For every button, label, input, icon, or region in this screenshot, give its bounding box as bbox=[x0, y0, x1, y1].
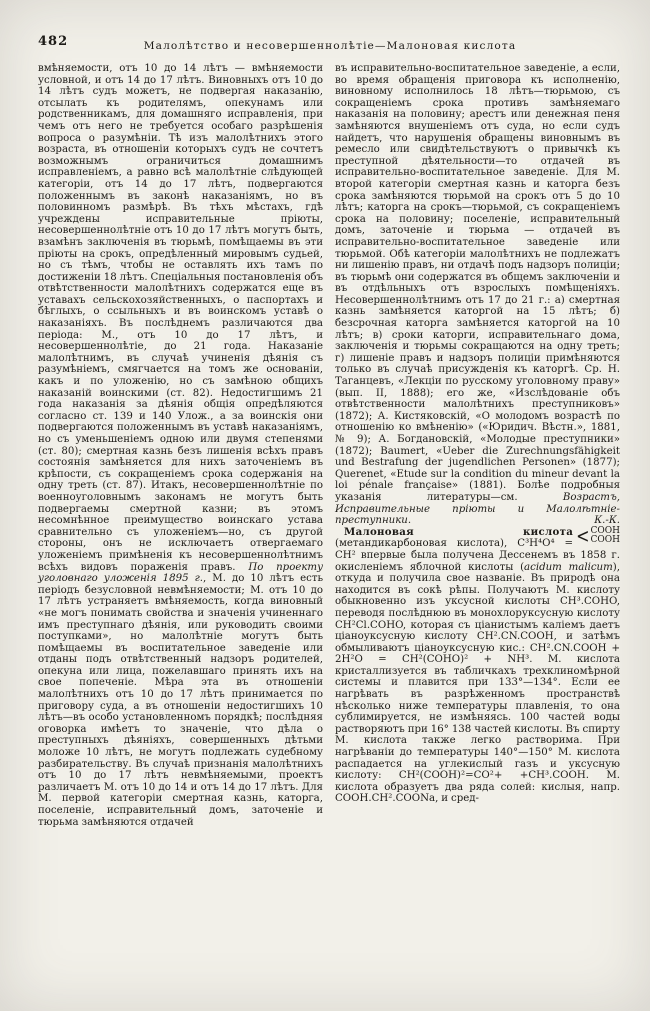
formula-bottom: COOH bbox=[590, 535, 620, 546]
right-column-continuation-text: въ исправительно-воспитательное заведеніе, а если, во время обращенія приговора къ исполненію, виновному исполнилось 18 лѣтъ—тюрьмою, съ сокращеніемъ срока противъ замѣняемаго наказанія на половину; арестъ или денежная пеня замѣняются внушеніемъ отъ суда, но если судъ найдетъ, что нарушенія обращены виновнымъ въ ремесло или свидѣтельствуютъ о привычкѣ къ преступной дѣятельности—то отдачей въ исправительно-воспитательное заведеніе. Для М. второй категоріи смертная казнь и каторга безъ срока замѣняются тюрьмой на срокъ отъ 5 до 10 лѣтъ; каторга на срокъ—тюрьмой, съ сокращеніемъ срока на половину; поселеніе, исправительный домъ, заточеніе и тюрьма — отдачей въ исправительно-воспитательное заведеніе или тюрьмой. Обѣ категоріи малолѣтнихъ не подлежатъ ни лишенію правъ, ни отдачѣ подъ надзоръ полиціи; въ тюрьмѣ они содержатся въ общемъ заключеніи и въ отдѣльныхъ отъ взрослыхъ помѣщеніяхъ. Несовершеннолѣтнимъ отъ 17 до 21 г.: а) смертная казнь замѣняется каторгой на 15 лѣтъ; б) безсрочная каторга замѣняется каторгой на 10 лѣтъ; в) сроки каторги, исправительнаго дома, заключенія и тюрьмы сокращаются на одну треть; г) лишеніе правъ и надзоръ полиціи примѣняются только въ случаѣ присужденія къ каторгѣ. Ср. Н. Таганцевъ, «Лекціи по русскому уголовному праву» (вып. II, 1888); его же, «Изслѣдованіе объ отвѣтственности малолѣтнихъ преступниковъ» (1872); А. Кистяковскій, «О молодомъ возрастѣ по отношенію ко вмѣненію» («Юридич. Вѣстн.», 1881, № 9); А. Богдановскій, «Молодые преступники» (1872); Baumert, «Ueber die Zurechnungsfähigkeit und Bestrafung der jugendlichen Personen» (1877); Querenet, «Etude sur la condition du mineur devant la loi pénale française» (1881). Болѣе подробныя указанія литературы—см. Возрастъ, Исправительные пріюты и Малолѣтніе-преступники. bbox=[335, 63, 620, 527]
page-number: 482 bbox=[38, 34, 69, 49]
entry-intro: (метандикарбоновая кислота), C³H⁴O⁴ = CH² bbox=[335, 538, 574, 561]
entry-malonic-acid bbox=[335, 523, 620, 805]
formula-brace: < bbox=[576, 523, 590, 548]
running-header: Малолѣтство и несовершеннолѣтіе—Малоновая кислота bbox=[143, 40, 517, 52]
page-header bbox=[38, 34, 622, 50]
formula-top: COOH bbox=[590, 525, 620, 536]
two-column-text-block bbox=[38, 63, 622, 828]
left-column bbox=[38, 63, 323, 828]
author-initials: К.-К. bbox=[594, 515, 620, 527]
formula-cooh-stack bbox=[591, 527, 621, 546]
left-column-text: вмѣняемости, отъ 10 до 14 лѣтъ — вмѣняемости условной, и отъ 14 до 17 лѣтъ. Виновныхъ отъ 10 до 14 лѣтъ судъ можетъ, не подвергая наказанію, отсылать къ родителямъ, опекунамъ или родственникамъ, для домашняго исправленія, при чемъ отъ него не требуется особаго разрѣшенія вопроса о разумѣніи. Тѣ изъ малолѣтнихъ этого возраста, въ отношеніи которыхъ судъ не сочтетъ возможнымъ ограничиться домашнимъ исправленіемъ, а равно всѣ малолѣтніе слѣдующей категоріи, отъ 14 до 17 лѣтъ, подвергаются положеннымъ въ законѣ наказаніямъ, но въ половинномъ размѣрѣ. Въ тѣхъ мѣстахъ, гдѣ учреждены исправительные пріюты, несовершеннолѣтніе отъ 10 до 17 лѣтъ могутъ быть, взамѣнъ заключенія въ тюрьмѣ, помѣщаемы въ эти пріюты на срокъ, опредѣленный мировымъ судьей, но съ тѣмъ, чтобы не оставлять ихъ тамъ по достиженіи 18 лѣтъ. Спеціальныя постановленія объ отвѣтственности малолѣтнихъ содержатся еще въ уставахъ сельскохозяйственныхъ, о паспортахъ и бѣглыхъ, о ссыльныхъ и въ воинскомъ уставѣ о наказаніяхъ. Въ послѣднемъ различаются два періода: М., отъ 10 до 17 лѣтъ, и несовершеннолѣтіе, до 21 года. Наказаніе малолѣтнимъ, въ случаѣ учиненія дѣянія съ разумѣніемъ, смягчается на томъ же основаніи, какъ и по уложенію, но съ замѣною общихъ наказаній воинскими (ст. 82). Недостигшимъ 21 года наказанія за дѣянія общія опредѣляются согласно ст. 139 и 140 Улож., а за воинскія они подвергаются положеннымъ въ уставѣ наказаніямъ, но съ уменьшеніемъ одною или двумя степенями (ст. 80); смертная казнь безъ лишенія всѣхъ правъ состоянія замѣняется для нихъ заточеніемъ въ крѣпости, съ сокращеніемъ срока содержанія на одну треть (ст. 87). Итакъ, несовершеннолѣтніе по военноуголовнымъ законамъ не могутъ быть подвергаемы смертной казни; въ этомъ несомнѣнное преимущество воинскаго устава сравнительно съ уложеніемъ—но, съ другой стороны, онъ не исключаетъ отвергаемаго уложеніемъ примѣненія къ несовершеннолѣтнимъ всѣхъ видовъ пораженія правъ. По проекту уголовнаго уложенія 1895 г., М. до 10 лѣтъ есть періодъ безусловной невмѣняемости; М. отъ 10 до 17 лѣтъ устраняетъ вмѣняемость, когда виновный «не могъ понимать свойства и значенія учиненнаго имъ преступнаго дѣянія, или руководить своими поступками», но малолѣтніе могутъ быть помѣщаемы въ воспитательное заведеніе или отданы подъ отвѣтственный надзоръ родителей, опекуна или лица, пожелавшаго принять ихъ на свое попеченіе. Мѣра эта въ отношеніи малолѣтнихъ отъ 10 до 17 лѣтъ принимается по приговору суда, а въ отношеніи недостигшихъ 10 лѣтъ—въ особо установленномъ порядкѣ; послѣдняя оговорка имѣетъ то значеніе, что дѣла о преступныхъ дѣяніяхъ, совершенныхъ дѣтьми моложе 10 лѣтъ, не могутъ подлежать судебному разбирательству. Въ случаѣ признанія малолѣтнихъ отъ 10 до 17 лѣтъ невмѣняемыми, проектъ различаетъ М. отъ 10 до 14 и отъ 14 до 17 лѣтъ. Для М. первой категоріи смертная казнь, каторга, поселеніе, исправительный домъ, заточеніе и тюрьма замѣняются отдачей bbox=[38, 63, 324, 828]
entry-title: Малоновая кислота bbox=[344, 525, 574, 538]
entry-body: впервые была получена Дессенемъ въ 1858 г. окисленіемъ яблочной кислоты (acidum malicum), откуда и получила свое названіе. Въ природѣ она находится въ сокѣ рѣпы. Получаютъ М. кислоту обыкновенно изъ уксусной кислоты CH³.COHO, переводя послѣднюю въ монохлоруксусную кислоту CH²Cl.COHO, которая съ ціанистымъ каліемъ даетъ ціаноуксусную кислоту CH².CN.COOH, и затѣмъ обмыливаютъ ціаноуксусную кис.: CH².CN.COOH + 2H²O = CH²(COHO)² + NH³. М. кислота кристаллизуется въ табличкахъ трехклиномѣрной системы и плавится при 133°—134°. Если ее нагрѣвать въ разрѣженномъ пространствѣ нѣсколько ниже температуры плавленія, то она сублимируется, не измѣняясь. 100 частей воды растворяютъ при 16° 138 частей кислоты. Въ спирту М. кислота также легко растворима. При нагрѣваніи до температуры 140°—150° М. кислота распадается на углекислый газъ и уксусную кислоту: CH²(COOH)²=CO²+ +CH³.COOH. М. кислота образуетъ два ряда солей: кислыя, напр. COOH.CH².COONa, и сред- bbox=[335, 549, 620, 805]
right-column bbox=[335, 63, 620, 828]
chemical-formula-stack bbox=[576, 523, 620, 548]
